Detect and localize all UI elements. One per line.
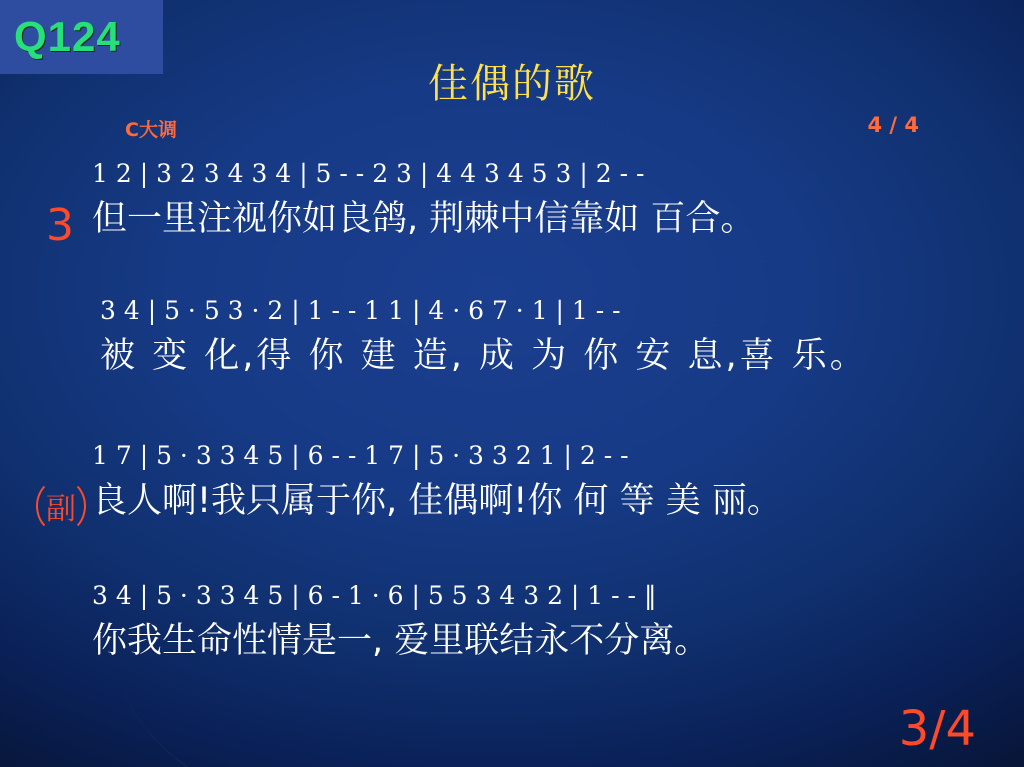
notation-line-3: 1 7 | 5 · 3 3 4 5 | 6 - - 1 7 | 5 · 3 3 2 1 | 2 - - (92, 441, 629, 470)
lyrics-line-3: 良人啊!我只属于你, 佳偶啊!你 何 等 美 丽。 (92, 481, 782, 522)
song-code-label: Q124 (14, 13, 121, 60)
time-signature-label: 4 / 4 (867, 113, 919, 137)
chorus-marker (36, 478, 86, 534)
lyrics-line-1: 但一里注视你如良鸽, 荆棘中信靠如 百合。 (92, 199, 756, 240)
page-title: 佳偶的歌 (428, 61, 596, 107)
music-system-4 (92, 580, 972, 663)
notation-line-4: 3 4 | 5 · 3 3 4 5 | 6 - 1 · 6 | 5 5 3 4 3 2 | 1 - - ‖ (92, 581, 657, 610)
verse-number-marker: 3 (46, 200, 74, 251)
notation-line-1: 1 2 | 3 2 3 4 3 4 | 5 - - 2 3 | 4 4 3 4 5 3 | 2 - - (92, 159, 645, 188)
lyrics-line-4: 你我生命性情是一, 爱里联结永不分离。 (92, 621, 710, 662)
chorus-marker-ring (36, 478, 86, 534)
notation-line-2: 3 4 | 5 · 5 3 · 2 | 1 - - 1 1 | 4 · 6 7 · 1 | 1 - - (100, 296, 621, 325)
lyrics-line-2: 被 变 化,得 你 建 造, 成 为 你 安 息,喜 乐。 (100, 336, 868, 377)
page-number: 3/4 (898, 701, 976, 757)
chorus-marker-label: 副 (46, 492, 76, 527)
music-system-1 (92, 158, 972, 241)
music-system-2 (100, 295, 980, 378)
key-signature-label: C大调 (125, 119, 177, 141)
music-system-3 (92, 440, 972, 523)
